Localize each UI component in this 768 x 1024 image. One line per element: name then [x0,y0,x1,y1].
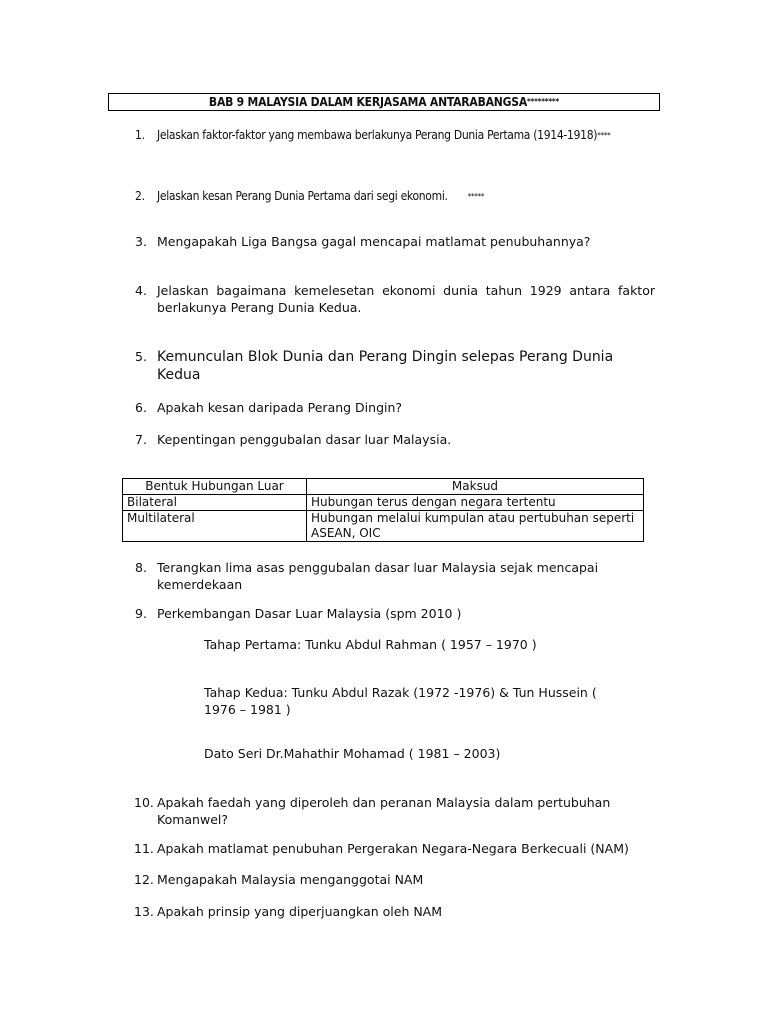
question-text: Mengapakah Malaysia menganggotai NAM [157,872,424,887]
table-cell: Multilateral [123,511,307,542]
question-13 [135,903,655,920]
question-number: 12. [134,872,154,887]
question-number: 11. [134,841,154,856]
question-number: 3. [135,234,147,249]
question-1 [135,127,655,144]
question-number: 9. [135,606,147,621]
question-stars: ***** [467,192,485,201]
question-stars: **** [597,131,611,140]
question-text: Terangkan lima asas penggubalan dasar luar Malaysia sejak mencapai kemerdekaan [157,560,599,592]
question-text: Apakah matlamat penubuhan Pergerakan Negara-Negara Berkecuali (NAM) [157,841,629,856]
question-text: Kepentingan penggubalan dasar luar Malaysia. [157,432,452,447]
question-number: 6. [135,400,147,415]
table-cell: Hubungan melalui kumpulan atau pertubuhan seperti ASEAN, OIC [307,511,644,542]
question-text: Kemunculan Blok Dunia dan Perang Dingin selepas Perang Dunia Kedua [157,349,614,383]
question-number: 13. [134,904,154,919]
question-text: Jelaskan faktor-faktor yang membawa berlakunya Perang Dunia Pertama (1914-1918) [157,128,598,142]
table-header: Maksud [307,479,644,495]
phase-2: Tahap Kedua: Tunku Abdul Razak (1972 -1976) & Tun Hussein ( 1976 – 1981 ) [204,685,597,717]
question-7 [135,431,655,448]
question-2 [135,188,655,205]
question-number: 10. [134,795,154,810]
question-number: 5. [135,349,147,364]
question-text: Jelaskan bagaimana kemelesetan ekonomi dunia tahun 1929 antara faktor berlakunya Perang Dunia Kedua. [157,283,655,315]
question-9 [135,605,655,622]
question-12 [135,871,655,888]
question-text: Mengapakah Liga Bangsa gagal mencapai matlamat penubuhannya? [157,234,591,249]
question-11 [135,840,655,857]
question-6 [135,399,655,416]
phase-1: Tahap Pertama: Tunku Abdul Rahman ( 1957 – 1970 ) [204,637,537,652]
chapter-title-text: BAB 9 MALAYSIA DALAM KERJASAMA ANTARABANGSA [208,95,527,109]
question-text: Apakah kesan daripada Perang Dingin? [157,400,403,415]
question-3 [135,233,655,250]
table-cell: Bilateral [123,495,307,511]
chapter-title-stars: ********* [527,97,560,106]
question-text: Perkembangan Dasar Luar Malaysia (spm 2010 ) [157,606,462,621]
question-4 [135,282,655,316]
question-text: Jelaskan kesan Perang Dunia Pertama dari segi ekonomi. [157,189,448,203]
table-row [123,495,644,511]
question-text: Apakah prinsip yang diperjuangkan oleh NAM [157,904,443,919]
relations-table [122,478,644,542]
question-5 [135,348,655,384]
question-number: 7. [135,432,147,447]
chapter-title [108,93,660,111]
question-8 [135,559,655,593]
question-number: 1. [135,128,145,142]
table-header: Bentuk Hubungan Luar [123,479,307,495]
question-number: 2. [135,189,145,203]
table-cell: Hubungan terus dengan negara tertentu [307,495,644,511]
table-header-row [123,479,644,495]
phase-3: Dato Seri Dr.Mahathir Mohamad ( 1981 – 2003) [204,746,501,761]
question-number: 8. [135,560,147,575]
question-10 [135,794,655,828]
question-text: Apakah faedah yang diperoleh dan peranan Malaysia dalam pertubuhan Komanwel? [157,795,611,827]
table-row [123,511,644,542]
question-number: 4. [135,283,147,298]
